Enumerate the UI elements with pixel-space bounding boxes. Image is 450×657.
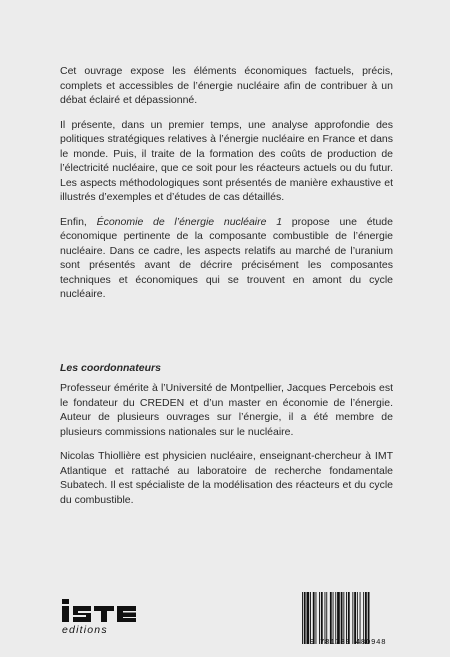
isbn-number: 9 781789 480948 <box>309 639 387 647</box>
iste-editions-logo <box>60 596 148 636</box>
summary-paragraph-3-start: Enfin, <box>60 215 97 228</box>
logo-subtitle: editions <box>62 624 108 636</box>
isbn-barcode <box>300 592 396 644</box>
coordinators-heading: Les coordonnateurs <box>60 362 161 374</box>
coordinator-bio-2: Nicolas Thiollière est physicien nucléaire, enseignant-chercheur à IMT Atlantique et rattaché au laboratoire de recherche fondamentale Subatech. Il est spécialiste de la modélisation des réacteurs et du cycle du combustible. <box>60 450 393 506</box>
coordinator-bio-1: Professeur émérite à l’Université de Montpellier, Jacques Percebois est le fondateur du CREDEN et d’un master en économie de l’énergie. Auteur de plusieurs ouvrages sur l’énergie, il a été membre de plusieurs commissions nationales sur le nucléaire. <box>60 382 393 438</box>
coordinators-section <box>60 381 393 517</box>
book-title: Économie de l’énergie nucléaire 1 <box>96 215 283 228</box>
summary-paragraph-3-end: propose une étude économique pertinente de la composante combustible de l’énergie nucléaire. Dans ce cadre, les aspects relatifs au marché de l’uranium sont présentés avant de décrire précisément les composantes techniques et économiques qui se trouvent en amont du cycle nucléaire. <box>60 215 393 300</box>
summary-section <box>60 64 393 312</box>
summary-paragraph-2: Il présente, dans un premier temps, une analyse approfondie des politiques stratégiques relatives à l’énergie nucléaire en France et dans le monde. Puis, il traite de la formation des coûts de production de l’électricité nucléaire, que ce soit pour les réacteurs actuels ou du futur. Les aspects méthodologiques sont présentés de manière exhaustive et illustrés d’exemples et d’études de cas détaillés. <box>60 118 393 203</box>
summary-paragraph-3 <box>60 215 393 302</box>
summary-paragraph-1: Cet ouvrage expose les éléments économiques factuels, précis, complets et accessibles de l’énergie nucléaire afin de contribuer à un débat éclairé et dépassionné. <box>60 65 393 106</box>
